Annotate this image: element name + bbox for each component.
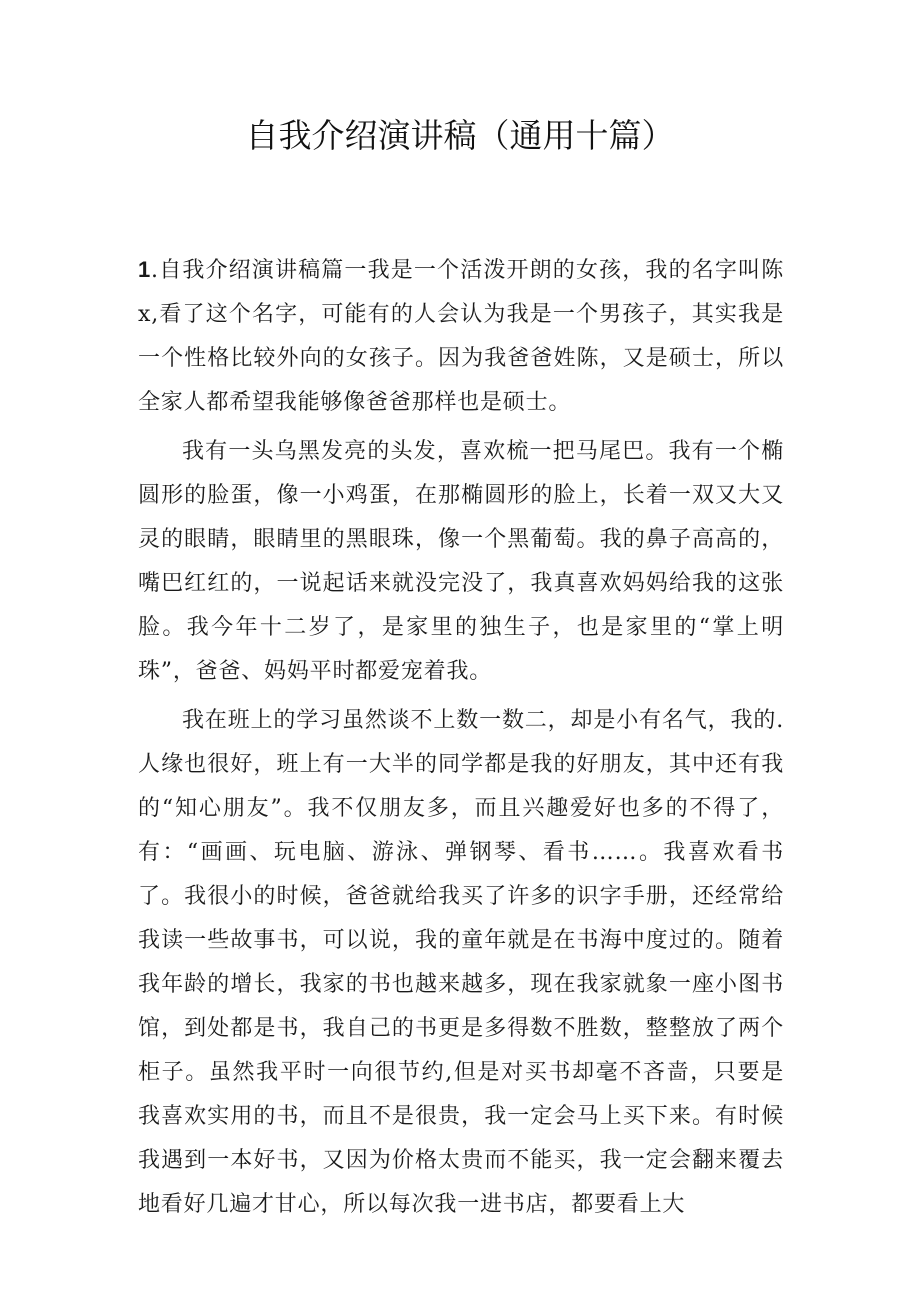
paragraph-3: 我在班上的学习虽然谈不上数一数二，却是小有名气，我的.人缘也很好，班上有一大半的同学都是我的好朋友，其中还有我的“知心朋友”。我不仅朋友多，而且兴趣爱好也多的不得了，有：“画画、玩电脑、游泳、弹钢琴、看书……。我喜欢看书了。我很小的时候，爸爸就给我买了许多的识字手册，还经常给我读一些故事书，可以说，我的童年就是在书海中度过的。随着我年龄的增长，我家的书也越来越多，现在我家就象一座小图书馆，到处都是书，我自己的书更是多得数不胜数，整整放了两个柜子。虽然我平时一向很节约,但是对买书却毫不吝啬，只要是我喜欢实用的书，而且不是很贵，我一定会马上买下来。有时候我遇到一本好书，又因为价格太贵而不能买，我一定会翻来覆去地看好几遍才甘心，所以每次我一进书店，都要看上大	[138, 708, 784, 1217]
section-number: 1	[138, 257, 152, 282]
paragraph-1-text: .自我介绍演讲稿篇一我是一个活泼开朗的女孩，我的名字叫陈x,看了这个名字，可能有的人会认为我是一个男孩子，其实我是一个性格比较外向的女孩子。因为我爸爸姓陈，又是硕士，所以全家人都希望我能够像爸爸那样也是硕士。	[138, 258, 784, 415]
document-body	[138, 248, 784, 1232]
document-title: 自我介绍演讲稿（通用十篇）	[245, 116, 675, 155]
paragraph-2: 我有一头乌黑发亮的头发，喜欢梳一把马尾巴。我有一个椭圆形的脸蛋，像一小鸡蛋，在那椭圆形的脸上，长着一双又大又灵的眼睛，眼睛里的黑眼珠，像一个黑葡萄。我的鼻子高高的，嘴巴红红的，一说起话来就没完没了，我真喜欢妈妈给我的这张脸。我今年十二岁了，是家里的独生子，也是家里的“掌上明珠”，爸爸、妈妈平时都爱宠着我。	[138, 439, 784, 684]
paragraph-1	[138, 248, 784, 425]
